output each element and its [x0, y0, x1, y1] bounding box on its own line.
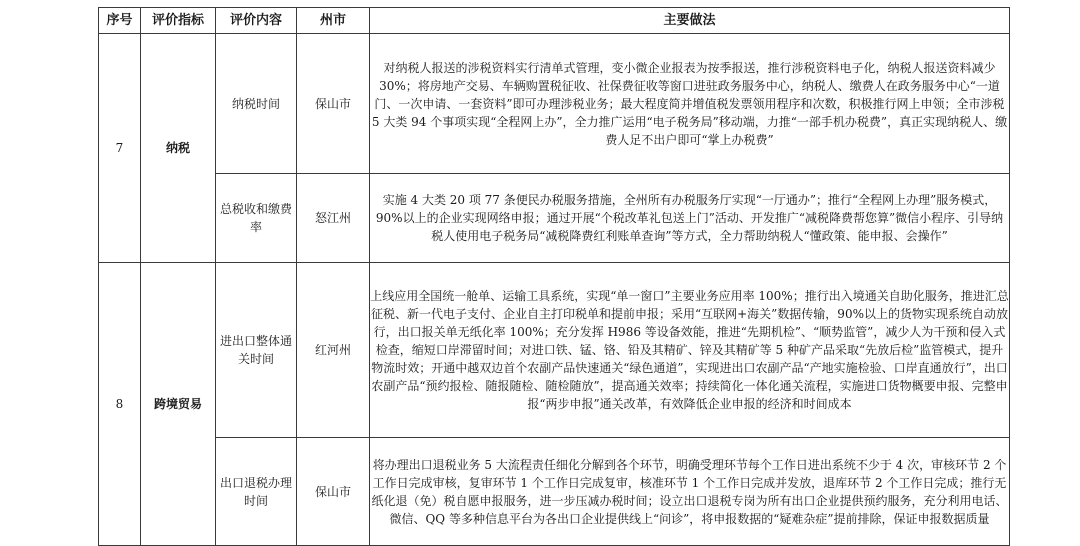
- content-total-tax-rate: 总税收和缴费率: [216, 174, 297, 263]
- content-tax-time: 纳税时间: [216, 34, 297, 174]
- header-seq: 序号: [99, 8, 141, 34]
- table-row: [99, 34, 1010, 174]
- indicator-tax: 纳税: [141, 34, 216, 263]
- city-baoshan: 保山市: [297, 34, 370, 174]
- header-city: 州市: [297, 8, 370, 34]
- city-nujiang: 怒江州: [297, 174, 370, 263]
- practice-text: 上线应用全国统一舱单、运输工具系统，实现“单一窗口”主要业务应用率 100%；推行出入境通关自助化服务，推进汇总征税、新一代电子支付、企业自主打印税单和提前申报；采用“互联网+海关”数据传输，90%以上的货物实现系统自动放行，出口报关单无纸化率 100%；充分发挥 H986 等设备效能，推进“先期机检”、“顺势监管”，减少人为干预和侵入式检查，缩短口岸滞留时间；对进口铁、锰、铬、铅及其精矿、锌及其精矿等 5 种矿产品采取“先放后检”监管模式，提升物流时效；开通中越双边首个农副产品快速通关“绿色通道”，实现进出口农副产品“产地实施检验、口岸直通放行”，出口农副产品“预约报检、随报随检、随检随放”，提高通关效率；持续简化一体化通关流程，实施进口货物概要申报、完整申报“两步申报”通关改革，有效降低企业申报的经济和时间成本: [370, 263, 1010, 438]
- practices-table: [98, 7, 1010, 546]
- table-row: [99, 438, 1010, 546]
- indicator-cross-border-trade: 跨境贸易: [141, 263, 216, 546]
- content-customs-clearance-time: 进出口整体通关时间: [216, 263, 297, 438]
- header-row: [99, 8, 1010, 34]
- practice-text: 实施 4 大类 20 项 77 条便民办税服务措施，全州所有办税服务厅实现“一厅通办”；推行“全程网上办理”服务模式，90%以上的企业实现网络申报；通过开展“个税改革礼包送上门”活动、开发推广“减税降费帮您算”微信小程序、引导纳税人使用电子税务局“减税降费红利账单查询”等方式，全力帮助纳税人“懂政策、能申报、会操作”: [370, 174, 1010, 263]
- table-row: [99, 174, 1010, 263]
- table-row: [99, 263, 1010, 438]
- city-baoshan: 保山市: [297, 438, 370, 546]
- header-content: 评价内容: [216, 8, 297, 34]
- row-seq-7: 7: [99, 34, 141, 263]
- practice-text: 对纳税人报送的涉税资料实行清单式管理，变小微企业报表为按季报送，推行涉税资料电子化，纳税人报送资料减少 30%；将房地产交易、车辆购置税征收、社保费征收等窗口进驻政务服务中心，纳税人、缴费人在政务服务中心“一道门、一次申请、一套资料”即可办理涉税业务；最大程度简并增值税发票领用程序和次数，积极推行网上申领；全市涉税 5 大类 94 个事项实现“全程网上办”，全力推广运用“电子税务局”移动端，力推“一部手机办税费”，真正实现纳税人、缴费人足不出户即可“掌上办税费”: [370, 34, 1010, 174]
- header-indicator: 评价指标: [141, 8, 216, 34]
- practice-text: 将办理出口退税业务 5 大流程责任细化分解到各个环节，明确受理环节每个工作日进出系统不少于 4 次，审核环节 2 个工作日完成审核，复审环节 1 个工作日完成复审，核准环节 1 个工作日完成并发放，退库环节 2 个工作日完成；推行无纸化退（免）税自愿申报服务，进一步压减办税时间；设立出口退税专岗为所有出口企业提供预约服务，充分利用电话、微信、QQ 等多种信息平台为各出口企业提供线上“问诊”，将申报数据的“疑难杂症”提前排除，保证申报数据质量: [370, 438, 1010, 546]
- row-seq-8: 8: [99, 263, 141, 546]
- content-export-rebate-time: 出口退税办理时间: [216, 438, 297, 546]
- header-practices: 主要做法: [370, 8, 1010, 34]
- city-honghe: 红河州: [297, 263, 370, 438]
